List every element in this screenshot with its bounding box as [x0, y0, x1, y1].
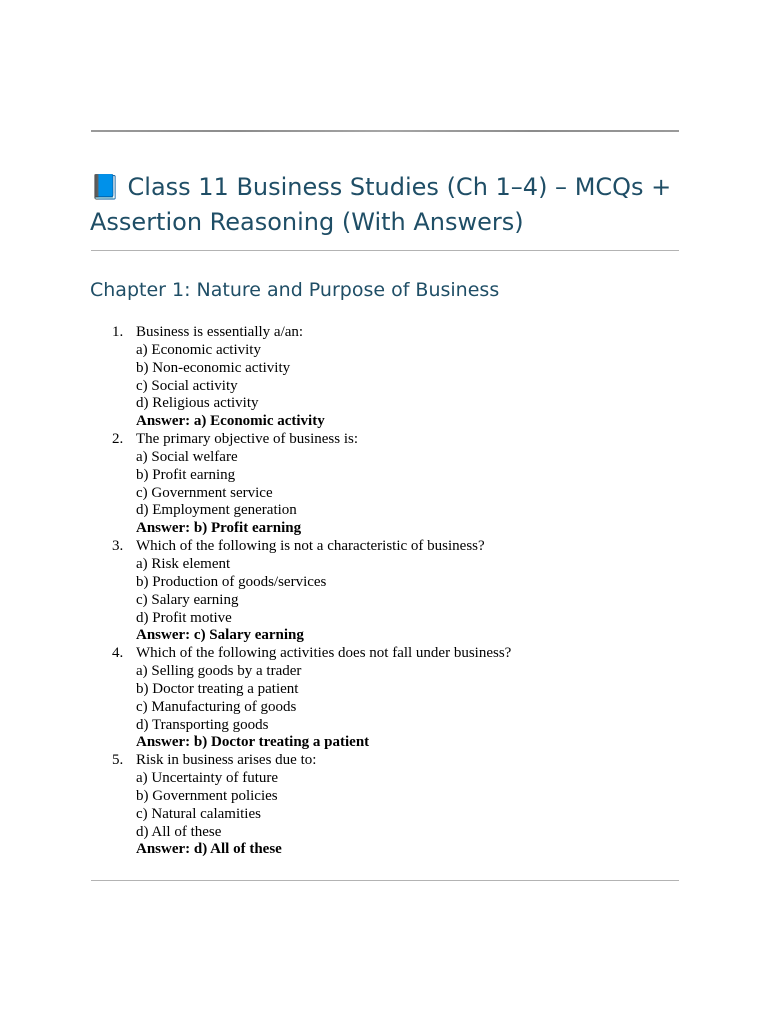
question-item	[112, 324, 511, 431]
question-item	[112, 752, 511, 859]
question-text: The primary objective of business is:	[136, 431, 359, 448]
question-text: Risk in business arises due to:	[136, 752, 317, 769]
option-a: a) Economic activity	[136, 341, 261, 358]
question-text: Business is essentially a/an:	[136, 324, 304, 340]
option-a: a) Uncertainty of future	[136, 770, 279, 787]
question-number: 1.	[112, 324, 124, 340]
question-list	[112, 324, 511, 859]
question-item	[112, 538, 511, 645]
option-a: a) Selling goods by a trader	[136, 663, 302, 680]
answer-text: Answer: d) All of these	[136, 841, 282, 858]
title-divider	[91, 250, 679, 251]
option-a: a) Risk element	[136, 555, 231, 572]
option-d: d) Transporting goods	[136, 716, 269, 733]
question-number: 4.	[112, 645, 124, 662]
option-b: b) Production of goods/services	[136, 573, 327, 590]
option-d: d) All of these	[136, 823, 222, 840]
option-b: b) Profit earning	[136, 466, 236, 483]
answer-text: Answer: b) Doctor treating a patient	[136, 734, 370, 751]
option-a: a) Social welfare	[136, 448, 238, 465]
option-d: d) Employment generation	[136, 502, 297, 519]
option-c: c) Social activity	[136, 377, 238, 394]
question-item	[112, 645, 511, 752]
option-c: c) Natural calamities	[136, 805, 261, 822]
answer-text: Answer: b) Profit earning	[136, 520, 302, 537]
bottom-divider	[91, 880, 679, 881]
document-title: 📘 Class 11 Business Studies (Ch 1–4) – MCQs + Assertion Reasoning (With Answers)	[90, 173, 672, 236]
question-text: Which of the following is not a characteristic of business?	[136, 538, 485, 555]
answer-text: Answer: c) Salary earning	[136, 627, 304, 644]
chapter-heading: Chapter 1: Nature and Purpose of Business	[90, 279, 500, 301]
question-item	[112, 431, 511, 538]
option-c: c) Manufacturing of goods	[136, 698, 297, 715]
question-number: 3.	[112, 538, 124, 555]
option-c: c) Government service	[136, 484, 273, 501]
question-text: Which of the following activities does not fall under business?	[136, 645, 512, 662]
top-divider	[91, 130, 679, 132]
question-number: 5.	[112, 752, 124, 769]
option-b: b) Government policies	[136, 787, 278, 804]
option-c: c) Salary earning	[136, 591, 239, 608]
option-b: b) Doctor treating a patient	[136, 680, 299, 697]
option-b: b) Non-economic activity	[136, 359, 291, 376]
answer-text: Answer: a) Economic activity	[136, 413, 325, 430]
option-d: d) Profit motive	[136, 609, 232, 626]
option-d: d) Religious activity	[136, 395, 259, 412]
question-number: 2.	[112, 431, 124, 448]
